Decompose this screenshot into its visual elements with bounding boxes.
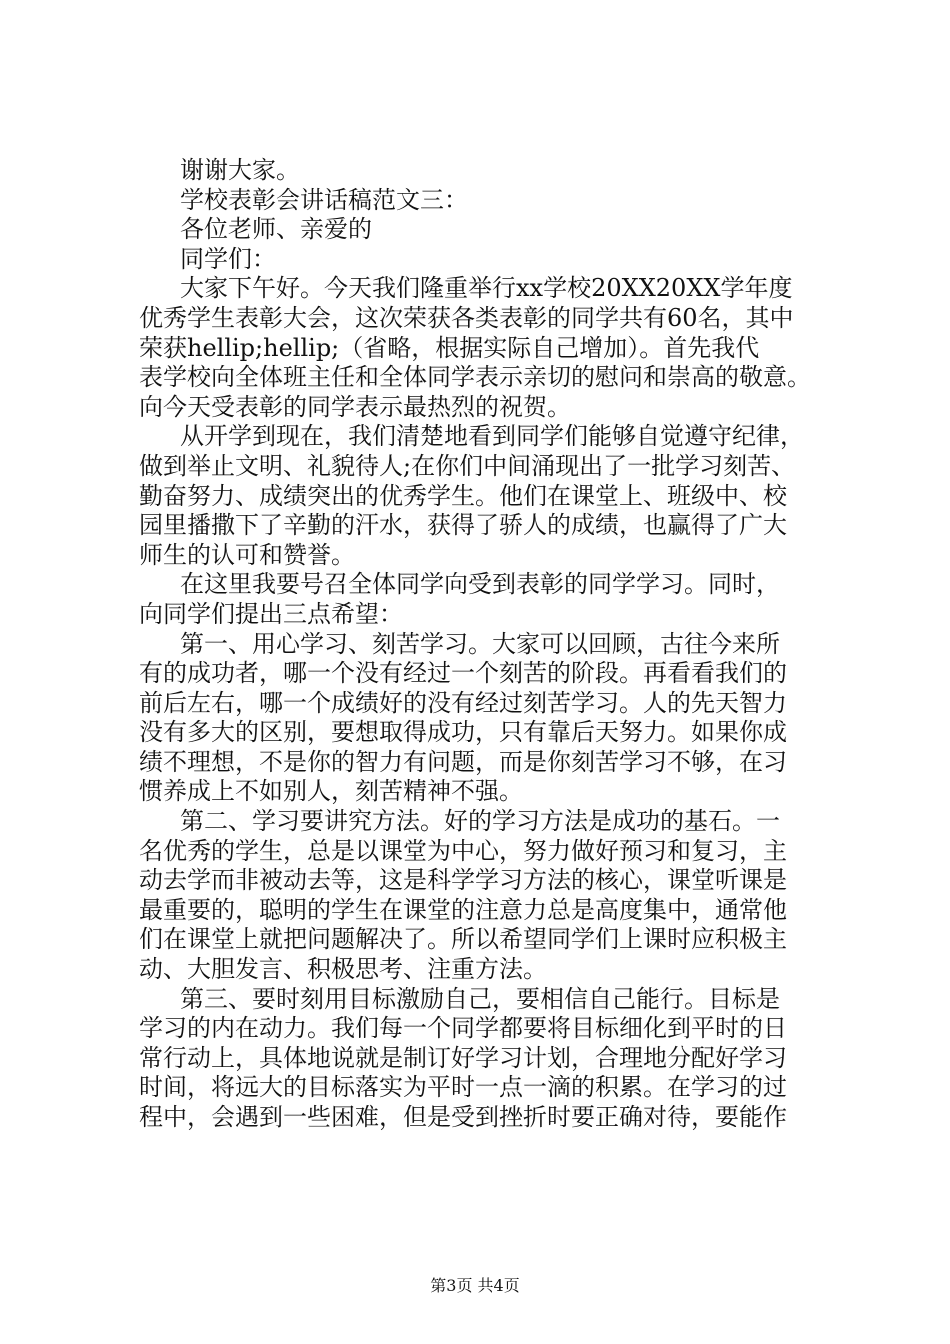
text-line: 程中，会遇到一些困难，但是受到挫折时要正确对待，要能作 — [139, 1103, 787, 1131]
text-line: 第三、要时刻用目标激励自己，要相信自己能行。目标是 — [180, 984, 780, 1013]
text-line: 谢谢大家。 — [180, 156, 300, 184]
text-line: 在这里我要号召全体同学向受到表彰的同学学习。同时， — [180, 570, 780, 599]
text-line: 有的成功者，哪一个没有经过一个刻苦的阶段。再看看我们的 — [139, 659, 787, 688]
text-line: 做到举止文明、礼貌待人;在你们中间涌现出了一批学习刻苦、 — [139, 451, 796, 480]
text-line: 动去学而非被动去等，这是科学学习方法的核心，课堂听课是 — [139, 866, 787, 895]
text-line: 学校表彰会讲话稿范文三： — [180, 185, 468, 214]
text-line: 常行动上，具体地说就是制订好学习计划，合理地分配好学习 — [139, 1043, 787, 1072]
text-line: 优秀学生表彰大会，这次荣获各类表彰的同学共有60名，其中 — [139, 303, 794, 332]
text-line: 时间，将远大的目标落实为平时一点一滴的积累。在学习的过 — [139, 1073, 787, 1102]
document-body — [139, 156, 839, 1133]
text-line: 园里播撒下了辛勤的汗水，获得了骄人的成绩，也赢得了广大 — [139, 511, 787, 540]
text-line: 各位老师、亲爱的 — [180, 215, 372, 244]
text-line: 惯养成上不如别人，刻苦精神不强。 — [139, 777, 523, 806]
text-line: 名优秀的学生，总是以课堂为中心，努力做好预习和复习，主 — [139, 836, 787, 865]
text-line: 向今天受表彰的同学表示最热烈的祝贺。 — [139, 392, 571, 421]
text-line: 没有多大的区别，要想取得成功，只有靠后天努力。如果你成 — [139, 718, 787, 747]
text-line: 从开学到现在，我们清楚地看到同学们能够自觉遵守纪律， — [180, 422, 804, 451]
text-line: 向同学们提出三点希望： — [139, 599, 403, 628]
page-number-footer: 第3页 共4页 — [430, 1276, 520, 1295]
text-line: 师生的认可和赞誉。 — [139, 540, 355, 569]
text-line: 同学们： — [180, 244, 276, 273]
text-line: 第二、学习要讲究方法。好的学习方法是成功的基石。一 — [180, 807, 780, 836]
text-line: 学习的内在动力。我们每一个同学都要将目标细化到平时的日 — [139, 1014, 787, 1043]
text-line: 表学校向全体班主任和全体同学表示亲切的慰问和崇高的敬意。 — [139, 363, 811, 392]
text-line: 大家下午好。今天我们隆重举行xx学校20XX20XX学年度 — [180, 274, 793, 303]
text-line: 勤奋努力、成绩突出的优秀学生。他们在课堂上、班级中、校 — [139, 481, 787, 510]
text-line: 前后左右，哪一个成绩好的没有经过刻苦学习。人的先天智力 — [139, 688, 787, 717]
text-line: 第一、用心学习、刻苦学习。大家可以回顾，古往今来所 — [180, 629, 780, 658]
text-line: 动、大胆发言、积极思考、注重方法。 — [139, 955, 547, 984]
text-line: 荣获hellip;hellip;（省略，根据实际自己增加）。首先我代 — [139, 333, 760, 362]
text-line: 最重要的，聪明的学生在课堂的注意力总是高度集中，通常他 — [139, 895, 787, 924]
text-line: 绩不理想，不是你的智力有问题，而是你刻苦学习不够，在习 — [139, 747, 787, 776]
text-line: 们在课堂上就把问题解决了。所以希望同学们上课时应积极主 — [139, 925, 787, 954]
